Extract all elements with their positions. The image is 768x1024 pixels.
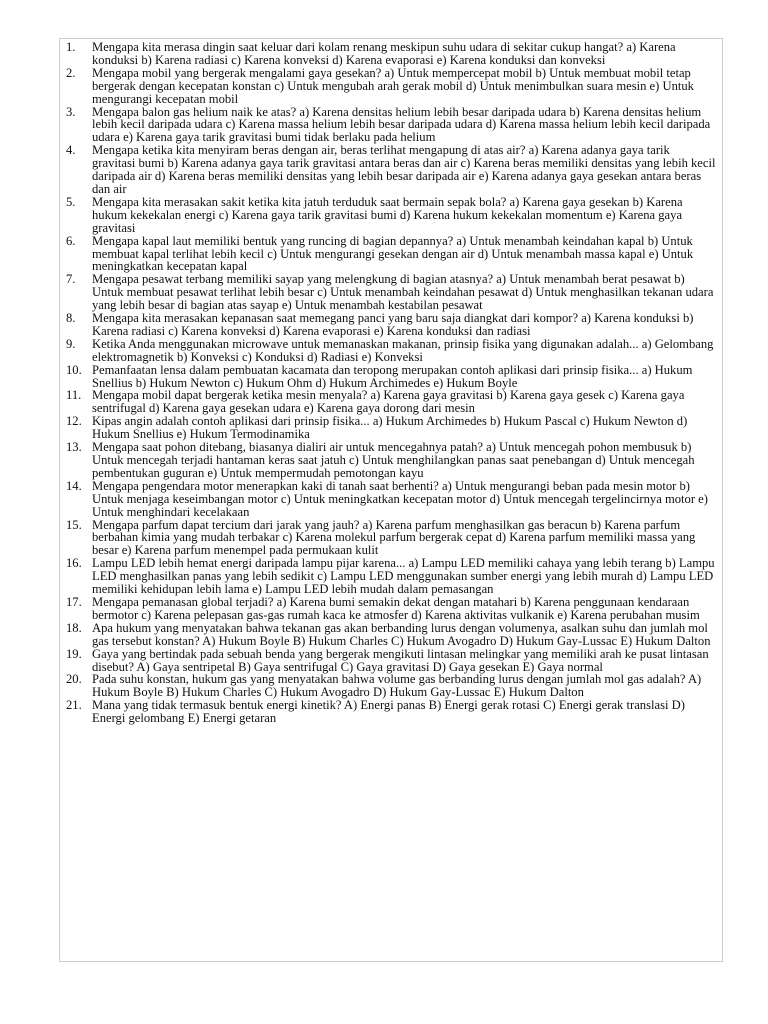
question-text: Kipas angin adalah contoh aplikasi dari prinsip fisika... a) Hukum Archimedes b) Hukum Pascal c) Hukum Newton d) Hukum Snellius e) Hukum Termodinamika [92,414,688,442]
question-text: Ketika Anda menggunakan microwave untuk memanaskan makanan, prinsip fisika yang digunakan adalah... a) Gelombang elektromagnetik b) Konveksi c) Konduksi d) Radiasi e) Konveksi [92,336,714,364]
question-text: Mengapa balon gas helium naik ke atas? a) Karena densitas helium lebih besar daripada udara b) Karena densitas helium lebih kecil daripada udara c) Karena massa helium lebih besar daripada udara d) Karena massa helium lebih kecil daripada udara e) Karena gaya tarik gravitasi bumi tidak berlaku pada helium [92,104,711,145]
question-text: Mengapa kita merasakan sakit ketika kita jatuh terduduk saat bermain sepak bola? a) Karena gaya gesekan b) Karena hukum kekekalan energi c) Karena gaya tarik gravitasi bumi d) Karena hukum kekekalan momentum e) Karena gaya gravitasi [92,194,683,235]
question-item [64,480,716,519]
question-number: 7. [66,272,76,287]
question-number: 8. [66,311,76,326]
question-number: 3. [66,104,76,119]
question-item [64,673,716,699]
question-text: Mengapa pengendara motor menerapkan kaki di tanah saat berhenti? a) Untuk mengurangi beban pada mesin motor b) Untuk menjaga keseimbangan motor c) Untuk meningkatkan kecepatan motor d) Untuk mencegah tergelincirnya motor e) Untuk menghindari kecelakaan [92,478,708,519]
question-text: Mengapa kita merasakan kepanasan saat memegang panci yang baru saja diangkat dari kompor? a) Karena konduksi b) Karena radiasi c) Karena konveksi d) Karena evaporasi e) Karena konduksi dan radiasi [92,311,694,338]
question-number: 15. [66,517,82,532]
question-item [64,196,716,235]
question-item [64,648,716,674]
question-number: 20. [66,672,82,687]
question-item [64,415,716,441]
question-text: Mengapa mobil dapat bergerak ketika mesin menyala? a) Karena gaya gravitasi b) Karena gaya gesek c) Karena gaya sentrifugal d) Karena gaya gesekan udara e) Karena gaya dorong dari mesin [92,388,685,416]
question-item [64,441,716,480]
question-number: 12. [66,414,82,429]
question-number: 6. [66,233,76,248]
question-number: 21. [66,698,82,713]
question-item [64,312,716,338]
question-text: Mengapa ketika kita menyiram beras dengan air, beras terlihat mengapung di atas air? a) Karena adanya gaya tarik gravitasi bumi b) Karena adanya gaya tarik gravitasi antara beras dan air c) Karena beras memiliki densitas yang lebih kecil daripada air d) Karena beras memiliki densitas yang lebih besar daripada air e) Karena adanya gaya gesekan antara beras dan air [92,143,716,196]
question-text: Mengapa kapal laut memiliki bentuk yang runcing di bagian depannya? a) Untuk menambah keindahan kapal b) Untuk membuat kapal terlihat lebih kecil c) Untuk mengurangi gesekan dengan air d) Untuk menambah massa kapal e) Untuk meningkatkan kecepatan kapal [92,233,694,274]
question-item [64,273,716,312]
question-text: Mengapa saat pohon ditebang, biasanya dialiri air untuk mencegahnya patah? a) Untuk mencegah pohon membusuk b) Untuk mencegah terjadi hantaman keras saat jatuh c) Untuk menghilangkan panas saat penebangan d) Untuk mencegah pembentukan guguran e) Untuk mempermudah pemotongan kayu [92,440,695,480]
question-number: 16. [66,556,82,571]
question-text: Mengapa mobil yang bergerak mengalami gaya gesekan? a) Untuk mempercepat mobil b) Untuk membuat mobil tetap bergerak dengan kecepatan konstan c) Untuk mengubah arah gerak mobil d) Untuk menimbulkan suara mesin e) Untuk mengurangi kecepatan mobil [92,65,694,106]
question-item [64,389,716,415]
question-number: 10. [66,362,82,377]
question-number: 5. [66,194,76,209]
question-text: Pada suhu konstan, hukum gas yang menyatakan bahwa volume gas berbanding lurus dengan jumlah mol gas adalah? A) Hukum Boyle B) Hukum Charles C) Hukum Avogadro D) Hukum Gay-Lussac E) Hukum Dalton [92,672,702,700]
question-text: Mengapa pesawat terbang memiliki sayap yang melengkung di bagian atasnya? a) Untuk menambah berat pesawat b) Untuk membuat pesawat terlihat lebih besar c) Untuk menambah keindahan pesawat d) Untuk menghasilkan tekanan udara yang lebih besar di bagian atas sayap e) Untuk menambah kestabilan pesawat [92,272,714,313]
question-item [64,41,716,67]
question-number: 2. [66,65,76,80]
question-number: 9. [66,336,76,351]
question-item [64,106,716,145]
question-text: Apa hukum yang menyatakan bahwa tekanan gas akan berbanding lurus dengan volumenya, asalkan suhu dan jumlah mol gas tersebut konstan? A) Hukum Boyle B) Hukum Charles C) Hukum Avogadro D) Hukum Gay-Lussac E) Hukum Dalton [92,620,711,648]
question-number: 17. [66,594,82,609]
question-number: 4. [66,143,76,158]
question-text: Pemanfaatan lensa dalam pembuatan kacamata dan teropong merupakan contoh aplikasi dari prinsip fisika... a) Hukum Snellius b) Hukum Newton c) Hukum Ohm d) Hukum Archimedes e) Hukum Boyle [92,362,693,390]
question-text: Mengapa kita merasa dingin saat keluar dari kolam renang meskipun suhu udara di sekitar cukup hangat? a) Karena konduksi b) Karena radiasi c) Karena konveksi d) Karena evaporasi e) Karena konduksi dan konveksi [92,40,676,67]
question-item [64,67,716,106]
question-item [64,557,716,596]
question-item [64,596,716,622]
question-item [64,235,716,274]
question-item [64,364,716,390]
question-text: Lampu LED lebih hemat energi daripada lampu pijar karena... a) Lampu LED memiliki cahaya yang lebih terang b) Lampu LED menghasilkan panas yang lebih sedikit c) Lampu LED menggunakan sumber energi yang lebih murah d) Lampu LED memiliki kehidupan lebih lama e) Lampu LED lebih mudah dalam pemasangan [92,556,715,597]
question-number: 11. [66,388,82,403]
question-text: Mengapa parfum dapat tercium dari jarak yang jauh? a) Karena parfum menghasilkan gas beracun b) Karena parfum berbahan kimia yang mudah terbakar c) Karena molekul parfum bergerak cepat d) Karena parfum memiliki massa yang besar e) Karena parfum menempel pada permukaan kulit [92,517,696,558]
document-page [59,38,723,962]
question-text: Mana yang tidak termasuk bentuk energi kinetik? A) Energi panas B) Energi gerak rotasi C) Energi gerak translasi D) Energi gelombang E) Energi getaran [92,698,685,726]
question-item [64,622,716,648]
question-number: 14. [66,478,82,493]
question-text: Gaya yang bertindak pada sebuah benda yang bergerak mengikuti lintasan melingkar yang memiliki arah ke pusat lintasan disebut? A) Gaya sentripetal B) Gaya sentrifugal C) Gaya gravitasi D) Gaya gesekan E) Gaya normal [92,646,709,674]
question-text: Mengapa pemanasan global terjadi? a) Karena bumi semakin dekat dengan matahari b) Karena penggunaan kendaraan bermotor c) Karena pelepasan gas-gas rumah kaca ke atmosfer d) Karena aktivitas vulkanik e) Karena perubahan musim [92,594,700,622]
question-list [64,41,716,725]
question-item [64,519,716,558]
question-number: 13. [66,440,82,455]
question-number: 18. [66,620,82,635]
question-item [64,699,716,725]
question-number: 1. [66,40,76,54]
question-item [64,338,716,364]
question-number: 19. [66,646,82,661]
question-item [64,144,716,196]
